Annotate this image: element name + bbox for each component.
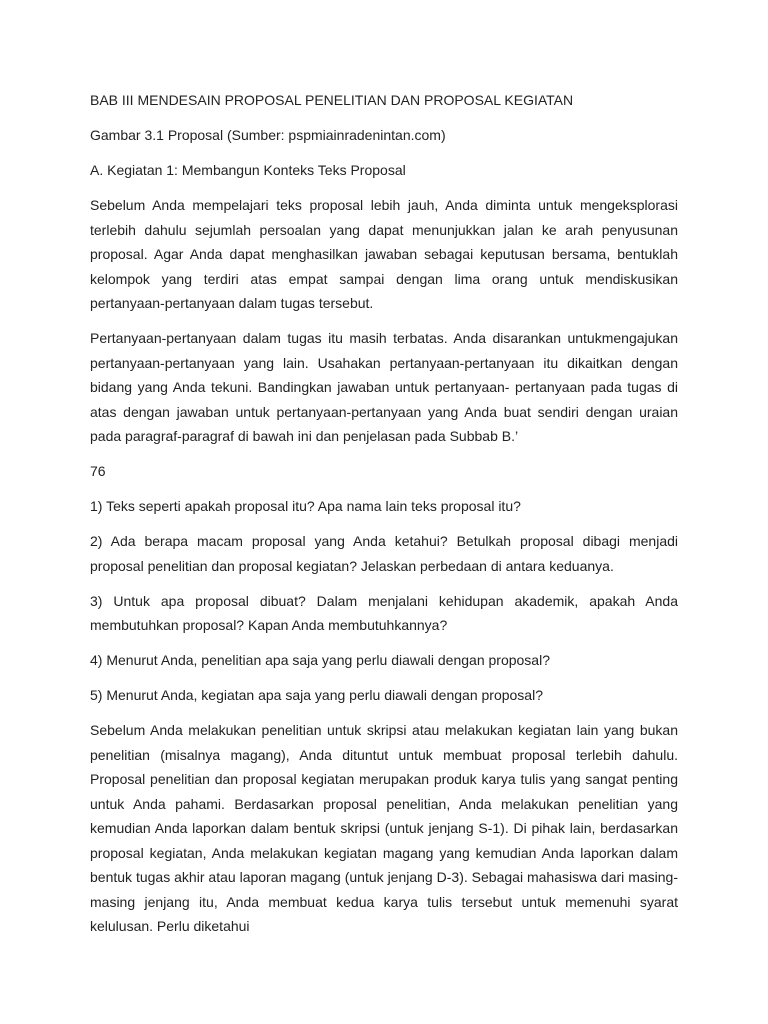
chapter-title: BAB III MENDESAIN PROPOSAL PENELITIAN DAN PROPOSAL KEGIATAN — [90, 92, 574, 108]
question-item: 3) Untuk apa proposal dibuat? Dalam menjalani kehidupan akademik, apakah Anda membutuhkan proposal? Kapan Anda membutuhkannya? — [90, 592, 678, 633]
paragraph-explanation: Sebelum Anda melakukan penelitian untuk skripsi atau melakukan kegiatan lain yang bukan penelitian (misalnya magang), Anda dituntut untuk membuat proposal terlebih dahulu. Proposal penelitian dan proposal kegiatan merupakan produk karya tulis yang sangat penting untuk Anda pahami. Berdasarkan proposal penelitian, Anda melakukan penelitian yang kemudian Anda laporkan dalam bentuk skripsi (untuk jenjang S-1). Di pihak lain, berdasarkan proposal kegiatan, Anda melakukan kegiatan magang yang kemudian Anda laporkan dalam bentuk tugas akhir atau laporan magang (untuk jenjang D-3). Sebagai mahasiswa dari masing-masing jenjang itu, Anda membuat kedua karya tulis tersebut untuk memenuhi syarat kelulusan. Perlu diketahui — [90, 722, 678, 934]
question-item: 2) Ada berapa macam proposal yang Anda ketahui? Betulkah proposal dibagi menjadi proposal penelitian dan proposal kegiatan? Jelaskan perbedaan di antara keduanya. — [90, 533, 678, 574]
question-item: 1) Teks seperti apakah proposal itu? Apa nama lain teks proposal itu? — [90, 498, 521, 514]
section-heading: A. Kegiatan 1: Membangun Konteks Teks Proposal — [90, 162, 406, 178]
document-body — [90, 88, 678, 949]
paragraph-questions-note: Pertanyaan-pertanyaan dalam tugas itu masih terbatas. Anda disarankan untukmengajukan pertanyaan-pertanyaan yang lain. Usahakan pertanyaan-pertanyaan itu dikaitkan dengan bidang yang Anda tekuni. Bandingkan jawaban untuk pertanyaan- pertanyaan pada tugas di atas dengan jawaban untuk pertanyaan-pertanyaan yang Anda buat sendiri dengan uraian pada paragraf-paragraf di bawah ini dan penjelasan pada Subbab B.’ — [90, 330, 678, 444]
question-item: 4) Menurut Anda, penelitian apa saja yang perlu diawali dengan proposal? — [90, 652, 550, 668]
paragraph-intro: Sebelum Anda mempelajari teks proposal lebih jauh, Anda diminta untuk mengeksplorasi terlebih dahulu sejumlah persoalan yang dapat menunjukkan jalan ke arah penyusunan proposal. Agar Anda dapat menghasilkan jawaban sebagai keputusan bersama, bentuklah kelompok yang terdiri atas empat sampai dengan lima orang untuk mendiskusikan pertanyaan-pertanyaan dalam tugas tersebut. — [90, 197, 678, 311]
question-item: 5) Menurut Anda, kegiatan apa saja yang perlu diawali dengan proposal? — [90, 687, 543, 703]
page-number: 76 — [90, 463, 106, 479]
figure-caption: Gambar 3.1 Proposal (Sumber: pspmiainradenintan.com) — [90, 127, 446, 143]
